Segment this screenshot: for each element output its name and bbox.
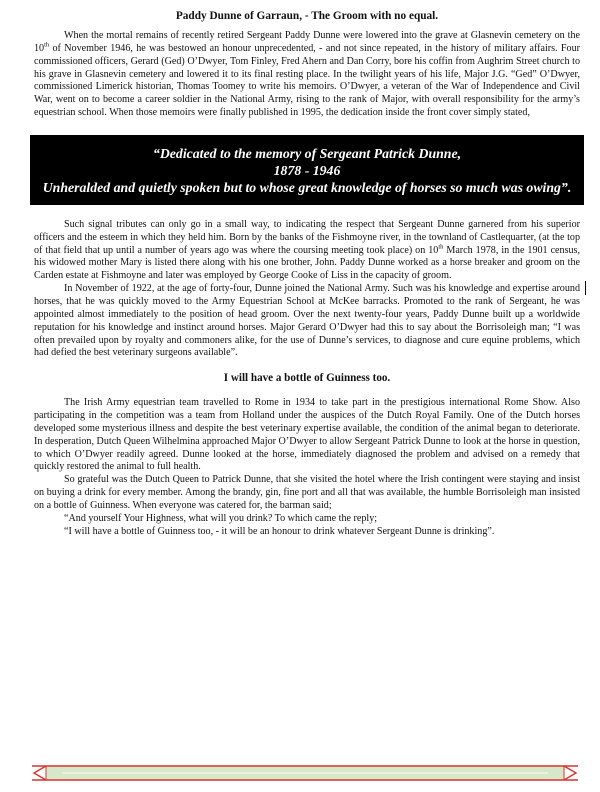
body-paragraph-rome: The Irish Army equestrian team travelled to Rome in 1934 to take part in the prestigious international Rome Show. Also participating in the competition was a team from Holland under the auspices of the Dutch Royal Family. One of the Dutch horses developed some mysterious illness and despite the best veterinary expertise available, the condition of the animal began to deteriorate. In desperation, Dutch Queen Wilhelmina approached Major O’Dwyer to allow Sergeant Patrick Dunne to look at the horse in question, to which O’Dwyer readily agreed. Dunne looked at the horse, immediately diagnosed the problem and advised on a remedy that quickly restored the animal to full health. [34,397,580,473]
intro-paragraph [34,30,580,120]
birth-text-b: March 1978, in the 1901 census, his widowed mother Mary is listed there along with his one brother, John. Paddy Dunne worked as a horse breaker and groom on the Carden estate at Fishmoyne and later was employed by George Cooke of Liss in the capacity of groom. [34,244,580,282]
army-text: In November of 1922, at the age of forty-four, Dunne joined the National Army. Such was his knowledge and expertise around horses, that he was quickly moved to the Army Equestrian School at McKee barracks. Promoted to the rank of Sergeant, he was appointed almost immediately to the position of head groom. Over the next twenty-four years, Paddy Dunne built up a worldwide reputation for his knowledge and instinct around horses. Major Gerard O’Dwyer had this to say about the Borrisoleigh man; “I was often prevailed upon by royalty and commoners alike, for the use of Dunne’s services, to diagnose and cure equine problems, which had defied the best veterinary surgeons available”. [34,283,580,359]
footer-left-cap [34,766,46,780]
quote-line-1: “Dedicated to the memory of Sergeant Patrick Dunne, [152,145,462,161]
section-heading-guinness: I will have a bottle of Guinness too. [223,372,391,385]
body-paragraph-reply: “I will have a bottle of Guinness too, - it will be an honour to drink whatever Sergeant Dunne is drinking”. [64,525,495,537]
document-page [34,0,580,538]
birth-superscript: th [438,243,444,251]
intro-text-b: of November 1946, he was bestowed an honour unprecedented, - and not since repeated, in the history of military affairs. Four commissioned officers, Gerard (Ged) O’Dwyer, Tom Finley, Fred Ahern and Dan Corry, bore his coffin from Aughrim Street church to his grave in Glasnevin cemetery and lowered it to its final resting place. In the twilight years of his life, Major J.G. “Ged” O’Dwyer, commissioned Limerick historian, Thomas Toomey to write his memoirs. O’Dwyer, a veteran of the War of Independence and Civil War, went on to become a career soldier in the National Army, rising to the rank of Major, with overall responsibility for the army’s equestrian school. When those memoirs were finally published in 1995, the dedication inside the front cover simply stated, [34,42,580,119]
body-paragraph-birth [34,219,580,283]
text-cursor [585,281,586,295]
quote-line-3: Unheralded and quietly spoken but to whose great knowledge of horses so much was owing”. [42,179,572,195]
body-paragraph-queen: So grateful was the Dutch Queen to Patrick Dunne, that she visited the hotel where the Irish contingent were staying and insist on buying a drink for every member. Among the brandy, gin, fine port and all that was available, the humble Borrisoleigh man insisted on a bottle of Guinness. When everyone was catered for, the barman said; [34,474,580,511]
dedication-quote-box [30,135,584,205]
birth-text-a: Such signal tributes can only go in a small way, to indicating the respect that Sergeant Dunne garnered from his superior officers and the esteem in which they held him. Born by the banks of the Fishmoyne river, in the townland of Castlequarter, (at the top of that field that up until a number of years ago was where the coursing meeting took place) on 10 [34,218,580,256]
intro-superscript: th [44,41,50,49]
intro-text-a: When the mortal remains of recently retired Sergeant Paddy Dunne were lowered into the grave at Glasnevin cemetery on the 10 [34,30,580,54]
footer-right-cap [564,766,576,780]
quote-line-2: 1878 - 1946 [273,162,341,178]
document-title: Paddy Dunne of Garraun, - The Groom with no equal. [175,10,439,22]
body-paragraph-army [34,283,580,360]
body-paragraph-barman: “And yourself Your Highness, what will you drink? To which came the reply; [64,512,378,524]
decorative-footer-border [32,762,578,784]
